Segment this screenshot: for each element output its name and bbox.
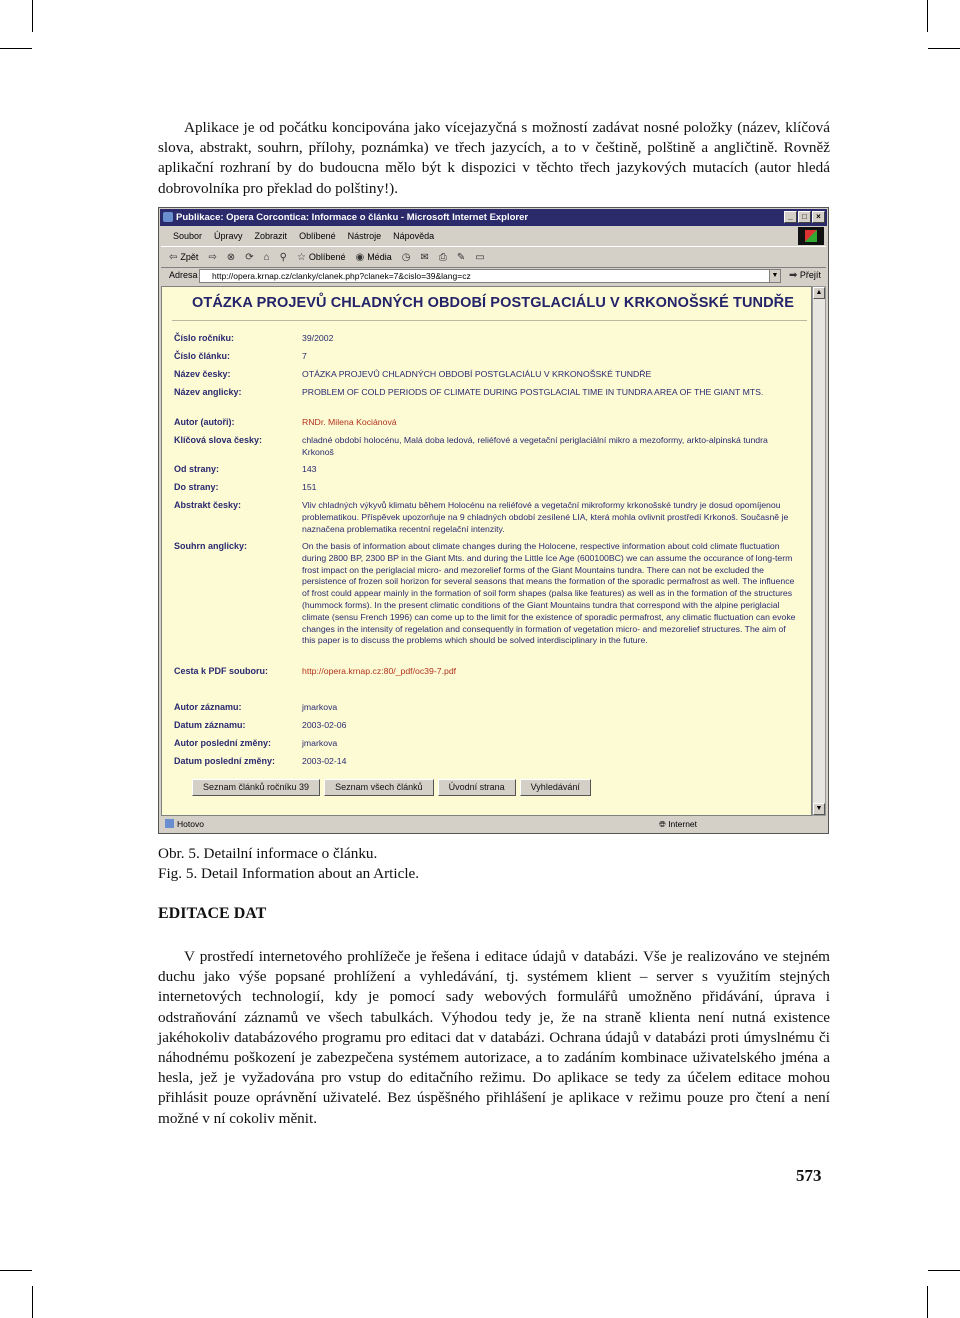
crop-mark	[928, 1270, 960, 1271]
messenger-icon[interactable]: ▭	[475, 251, 485, 263]
all-articles-button[interactable]: Seznam všech článků	[324, 779, 434, 796]
caption-en: Fig. 5. Detail Information about an Article.	[158, 865, 420, 882]
crop-mark	[32, 0, 33, 32]
scroll-up-icon[interactable]: ▲	[813, 287, 825, 299]
star-icon: ☆	[296, 251, 306, 263]
field-value: Vliv chladných výkyvů klimatu během Holocénu na reliéfové a vegetační mikroformy krkonošské tundry je dosud opomíjenou problematikou. Příspěvek upozorňuje na 9 chladných období zesílené LIA, která mohla ovlivnit prostředí Krkonoš. Současně je naznačena problematika recentní regelační intenzity.	[302, 500, 789, 534]
field-value: jmarkova	[302, 738, 338, 748]
field-value: 2003-02-14	[302, 756, 347, 766]
crop-mark	[0, 48, 32, 49]
mail-icon[interactable]: ✉	[420, 251, 429, 263]
search-button[interactable]: Vyhledávání	[520, 779, 591, 796]
history-icon[interactable]: ◷	[401, 251, 411, 263]
volume-articles-button[interactable]: Seznam článků ročníku 39	[192, 779, 320, 796]
heading-divider	[172, 320, 807, 321]
field-label: Datum záznamu:	[174, 720, 246, 730]
field-label: Číslo článku:	[174, 351, 231, 361]
crop-mark	[32, 1286, 33, 1318]
crop-mark	[927, 0, 928, 32]
media-icon: ◉	[355, 251, 365, 263]
menu-view[interactable]: Zobrazit	[254, 231, 288, 241]
close-button[interactable]: ×	[812, 211, 825, 223]
menu-file[interactable]: Soubor	[173, 231, 203, 241]
field-value: 2003-02-06	[302, 720, 347, 730]
crop-mark	[928, 48, 960, 49]
windows-logo-icon	[798, 227, 824, 245]
crop-mark	[0, 1270, 32, 1271]
window-controls	[784, 211, 825, 223]
home-icon[interactable]: ⌂	[263, 251, 270, 263]
section-heading: EDITACE DAT	[158, 905, 267, 922]
refresh-icon[interactable]: ⟳	[245, 251, 254, 263]
field-label: Název anglicky:	[174, 387, 242, 397]
forward-arrow-icon[interactable]: ⇨	[208, 251, 217, 263]
page-number: 573	[796, 1166, 822, 1185]
home-page-button[interactable]: Úvodní strana	[438, 779, 516, 796]
field-value: PROBLEM OF COLD PERIODS OF CLIMATE DURING POSTGLACIAL TIME IN TUNDRA AREA OF THE GIANT MTS.	[302, 387, 764, 397]
scroll-down-icon[interactable]: ▼	[813, 803, 825, 815]
field-label: Klíčová slova česky:	[174, 435, 263, 445]
page-heading: OTÁZKA PROJEVŮ CHLADNÝCH OBDOBÍ POSTGLACIÁLU V KRKONOŠSKÉ TUNDŘE	[192, 295, 794, 311]
back-button[interactable]	[169, 252, 198, 263]
field-value: On the basis of information about climate changes during the Holocene, respective information about cold climate fluctuation during 2800 BP, 2300 BP in the Giant Mts. and during the Little Ice Age (600100BC) we can assume the occurance of long-term frost impact on the periglacial micro- and mezorelief forms of the Giant Mountains tundra. There can not be excluded the persistence of frozen soil horizon for several seasons that means the formation of the sporadic permafrost as well. The influence of frost could appear mainly in the formation of soil form shapes (palsa like features) as well as in the formation of the structures (hummock forms). In the present climatic conditions of the Giant Mountains tundra that correspond with the alpine periglacial climate (sensu French 1996) can come up to the limit for the existence of sporadic permafrost, any climatic fluctuation can evoke changes in the intensity of regelation and consequently in formation of vegetation micro- and mezorelief structures. The aim of this paper is to discuss the problems which should be solved interdisciplinary in the future.	[302, 541, 796, 646]
field-label: Autor záznamu:	[174, 702, 242, 712]
field-value: OTÁZKA PROJEVŮ CHLADNÝCH OBDOBÍ POSTGLACIÁLU V KRKONOŠSKÉ TUNDŘE	[302, 369, 652, 379]
menu-bar	[161, 228, 792, 244]
field-value: 39/2002	[302, 333, 334, 343]
go-button[interactable]	[789, 270, 821, 281]
page-content	[161, 286, 812, 816]
intro-paragraph: Aplikace je od počátku koncipována jako vícejazyčná s možností zadávat nosné položky (název, klíčová slova, abstrakt, souhrn, přílohy, poznámka) ve třech jazycích, a to v češtině, polštině a angličtině. Rovněž aplikační rozhraní by do budoucna mělo být k dispozici v těchto třech jazykových mutacích (autor hledá dobrovolníka pro překlad do polštiny!).	[158, 119, 830, 197]
go-arrow-icon: ➡	[789, 270, 798, 281]
edit-icon[interactable]: ✎	[456, 251, 466, 263]
vertical-scrollbar[interactable]	[812, 286, 826, 816]
field-label: Číslo ročníku:	[174, 333, 235, 343]
go-label: Přejít	[799, 270, 821, 280]
window-title: Publikace: Opera Corcontica: Informace o článku - Microsoft Internet Explorer	[176, 212, 529, 223]
field-label: Od strany:	[174, 464, 220, 474]
pdf-link[interactable]: http://opera.krnap.cz:80/_pdf/oc39-7.pdf	[302, 666, 457, 676]
ie-icon	[163, 212, 173, 222]
crop-mark	[927, 1286, 928, 1318]
menu-edit[interactable]: Úpravy	[214, 231, 243, 241]
field-label: Autor (autoři):	[174, 417, 235, 427]
minimize-button[interactable]: _	[784, 211, 797, 223]
toolbar	[161, 246, 826, 268]
field-value: 143	[302, 464, 317, 474]
window-titlebar	[160, 209, 827, 226]
zone-indicator	[659, 817, 697, 831]
menu-tools[interactable]: Nástroje	[347, 231, 382, 241]
address-dropdown-icon[interactable]: ▼	[769, 269, 781, 283]
search-icon[interactable]: ⚲	[279, 251, 287, 263]
field-label: Abstrakt česky:	[174, 500, 242, 510]
field-value: jmarkova	[302, 702, 338, 712]
address-bar	[161, 268, 826, 284]
address-input[interactable]: http://opera.krnap.cz/clanky/clanek.php?clanek=7&cislo=39&lang=cz	[199, 269, 781, 283]
field-label: Název česky:	[174, 369, 231, 379]
menu-help[interactable]: Nápověda	[393, 231, 435, 241]
address-label: Adresa	[169, 270, 198, 280]
zone-text: Internet	[668, 819, 698, 829]
caption-cz: Obr. 5. Detailní informace o článku.	[158, 845, 378, 862]
field-value: 151	[302, 482, 317, 492]
field-label: Datum poslední změny:	[174, 756, 276, 766]
maximize-button[interactable]: □	[798, 211, 811, 223]
globe-icon: 🌐︎	[659, 819, 666, 829]
body-paragraph: V prostředí internetového prohlížeče je řešena i editace údajů v databázi. Vše je realizováno ve stejném duchu jako výše popsané prohlížení a vyhledávání, tj. systémem klient – server s využitím stejných internetových technologií, kdy je pomocí sady webových formulářů umožněno přidávání, úprava i odstraňování záznamů ve všech tabulkách. Výhodou tedy je, že na straně klienta není nutná existence jakéhokoliv databázového programu pro editaci dat v databázi. Ochrana údajů v databázi proti úmyslnému či náhodnému poškození je zabezpečena systémem autorizace, a to zadáním kombinace uživatelského jména a hesla, jež je vyžadována pro vstup do editačního režimu. Do aplikace se tedy za účelem editace mohou přihlásit pouze oprávnění uživatelé. Bez úspěšného přihlášení je aplikace v režimu pouze pro čtení a není možné v ní cokoliv měnit.	[158, 948, 830, 1127]
stop-icon[interactable]: ⊗	[226, 251, 236, 263]
media-label: Média	[367, 252, 392, 262]
field-label: Cesta k PDF souboru:	[174, 666, 269, 676]
browser-window	[158, 207, 829, 834]
field-label: Do strany:	[174, 482, 219, 492]
menu-favorites[interactable]: Oblíbené	[299, 231, 336, 241]
field-label: Souhrn anglicky:	[174, 541, 248, 551]
favorites-label: Oblíbené	[308, 252, 346, 262]
print-icon[interactable]: ⎙	[438, 251, 447, 263]
field-label: Autor poslední změny:	[174, 738, 272, 748]
status-icon	[165, 819, 174, 828]
back-label: Zpět	[180, 252, 199, 262]
media-button[interactable]	[355, 252, 391, 263]
status-text: Hotovo	[177, 819, 204, 829]
author-link[interactable]: RNDr. Milena Kociánová	[302, 417, 397, 427]
status-bar	[161, 817, 826, 831]
field-value: chladné období holocénu, Malá doba ledová, reliéfové a vegetační periglaciální mikro a mezoformy, arkto-alpinská tundra Krkonoš	[302, 435, 768, 457]
favorites-button[interactable]	[297, 252, 346, 263]
field-value: 7	[302, 351, 307, 361]
page-nav-buttons	[192, 779, 591, 796]
back-arrow-icon: ⇦	[169, 251, 178, 263]
